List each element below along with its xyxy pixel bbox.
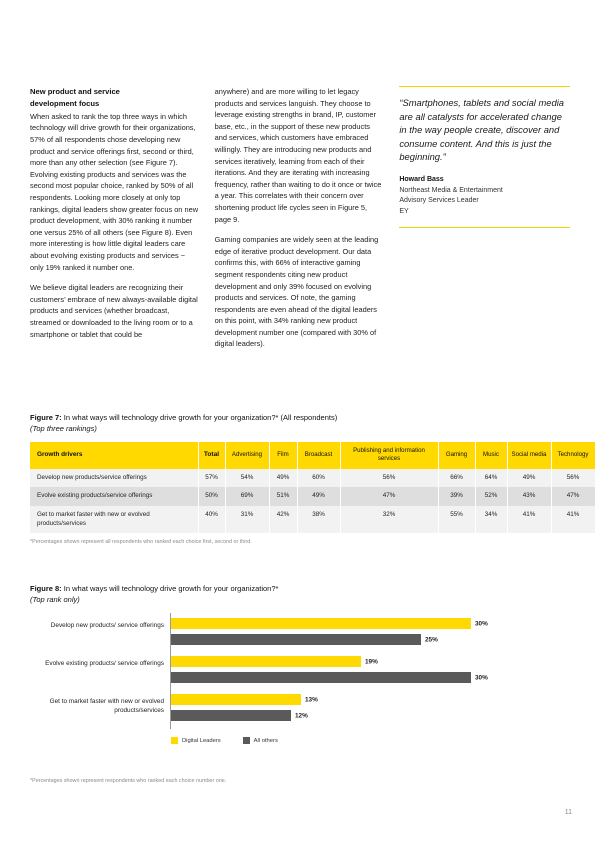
paragraph: We believe digital leaders are recognizing their customers’ embrace of new always-available digital products and services (whether broadcast, streamed or downloaded to the living room or to a smartphone or tablet that could be <box>30 283 198 339</box>
bar-fill <box>171 710 291 721</box>
article-column-1 <box>30 86 199 359</box>
cell: 38% <box>297 506 340 533</box>
row-label: Develop new products/service offerings <box>30 469 198 488</box>
bar-group <box>30 617 570 651</box>
bar-value-label: 30% <box>475 620 488 627</box>
paragraph: When asked to rank the top three ways in which technology will drive growth for their organizations, 57% of all respondents chose developing new product and service offerings first, second or third, more than any other selection (see Figure 7). Evolving existing products and services was the second most popular choice, ranked by 50% of all respondents. Looking more closely at only top rankings, digital leaders show greater focus on new product development, with 30% ranking it number one versus 25% of all others (see Figure 8). Even more interesting is how little digital leaders care about evolving existing products and services − only 19% ranked it number one. <box>30 111 199 272</box>
quote-author-org: EY <box>399 207 409 215</box>
figure-8-title <box>30 583 570 594</box>
column-header-advertising: Advertising <box>225 442 269 469</box>
row-label: Get to market faster with new or evolved products/services <box>30 506 198 533</box>
cell: 69% <box>225 487 269 506</box>
legend-label: All others <box>253 737 278 744</box>
cell: 47% <box>551 487 595 506</box>
cell: 55% <box>438 506 475 533</box>
bar-digital-leaders <box>171 656 378 667</box>
cell: 42% <box>269 506 297 533</box>
row-label: Evolve existing products/service offerings <box>30 487 198 506</box>
cell: 66% <box>438 469 475 488</box>
legend-swatch-icon <box>243 737 250 744</box>
column-header-gaming: Gaming <box>438 442 475 469</box>
chart-legend <box>171 737 278 744</box>
cell: 49% <box>269 469 297 488</box>
cell: 54% <box>225 469 269 488</box>
cell: 50% <box>198 487 225 506</box>
cell: 31% <box>225 506 269 533</box>
figure-7 <box>30 412 589 546</box>
section-heading-line1: New product and service <box>30 87 120 96</box>
pull-quote-text: “Smartphones, tablets and social media are all catalysts for accelerated change in the way people create, discover and consume content. And this is just the beginning.” <box>399 97 565 163</box>
column-header-growth-drivers: Growth drivers <box>30 442 198 469</box>
figure-7-subtitle: (Top three rankings) <box>30 424 97 433</box>
cell: 39% <box>438 487 475 506</box>
figure-8-question: In what ways will technology drive growth for your organization?* <box>61 584 279 593</box>
cell: 40% <box>198 506 225 533</box>
figure-8 <box>30 583 570 784</box>
pull-quote <box>399 86 570 228</box>
figure-8-label: Figure 8: <box>30 584 62 593</box>
bar-fill <box>171 656 361 667</box>
legend-swatch-icon <box>171 737 178 744</box>
bar-value-label: 25% <box>425 636 438 643</box>
quote-author-title-line2: Advisory Services Leader <box>399 197 479 205</box>
cell: 43% <box>507 487 551 506</box>
column-header-social-media: Social media <box>507 442 551 469</box>
cell: 56% <box>551 469 595 488</box>
cell: 64% <box>475 469 507 488</box>
page-number: 11 <box>564 809 572 816</box>
bar-value-label: 13% <box>305 696 318 703</box>
legend-item-all-others <box>243 737 278 744</box>
pull-quote-column <box>399 86 570 359</box>
bar-fill <box>171 634 421 645</box>
paragraph: Gaming companies are widely seen at the leading edge of iterative product development. Our data confirms this, with 66% of interactive gaming segment respondents citing new product development and only 39% focused on evolving products and services. Of note, the gaming respondents are even ahead of the digital leaders on this point, with 34% ranking new product development number one (compared with 30% of digital leaders). <box>214 235 379 349</box>
column-header-publishing: Publishing and information services <box>340 442 438 469</box>
article-columns <box>30 86 570 359</box>
bar-all-others <box>171 710 308 721</box>
table-row <box>30 487 595 506</box>
column-header-total: Total <box>198 442 225 469</box>
figure-7-label: Figure 7: <box>30 413 62 422</box>
cell: 41% <box>507 506 551 533</box>
cell: 56% <box>340 469 438 488</box>
bar-all-others <box>171 634 438 645</box>
paragraph: anywhere) and are more willing to let legacy products and services languish. They choose to leverage existing strengths in brand, IP, customer base, etc., in the support of these new products and services, which customers have embraced willingly. They are introducing new products and services iteratively, learning from each of their iterations. And they are iterating with increasing frequency, rather than waiting to do it once or twice a year. This correlates with their concern over shortening product life cycles seen in Figure 5, page 9. <box>214 87 382 224</box>
cell: 57% <box>198 469 225 488</box>
bar-value-label: 19% <box>365 658 378 665</box>
bar-fill <box>171 618 471 629</box>
cell: 41% <box>551 506 595 533</box>
legend-item-digital-leaders <box>171 737 221 744</box>
table-row <box>30 469 595 488</box>
category-label: Get to market faster with new or evolved products/services <box>49 698 164 715</box>
cell: 32% <box>340 506 438 533</box>
bar-value-label: 30% <box>475 674 488 681</box>
table-header-row <box>30 442 595 469</box>
quote-author-title-line1: Northeast Media & Entertainment <box>399 186 503 194</box>
article-column-2 <box>215 86 384 359</box>
legend-label: Digital Leaders <box>182 737 221 744</box>
cell: 49% <box>507 469 551 488</box>
column-header-technology: Technology <box>551 442 595 469</box>
pull-quote-attribution <box>399 175 570 217</box>
figure-7-footnote: *Percentages shown represent all respondents who ranked each choice first, second or third. <box>30 539 252 546</box>
cell: 52% <box>475 487 507 506</box>
bar-all-others <box>171 672 488 683</box>
cell: 60% <box>297 469 340 488</box>
figure-8-footnote: *Percentages shown represent respondents who ranked each choice number one. <box>30 778 227 784</box>
figure-7-title <box>30 412 570 423</box>
figure-7-question: In what ways will technology drive growth for your organization?* (All respondents) <box>61 413 338 422</box>
category-label: Develop new products/ service offerings <box>50 622 164 629</box>
table-row <box>30 506 595 533</box>
cell: 49% <box>297 487 340 506</box>
category-label: Evolve existing products/ service offerings <box>45 660 164 667</box>
column-header-film: Film <box>269 442 297 469</box>
bar-digital-leaders <box>171 618 488 629</box>
quote-author-name: Howard Bass <box>399 175 444 183</box>
figure-7-table <box>30 442 596 533</box>
bar-fill <box>171 694 301 705</box>
section-heading-line2: development focus <box>30 99 100 109</box>
figure-8-subtitle: (Top rank only) <box>30 595 80 604</box>
column-header-broadcast: Broadcast <box>297 442 340 469</box>
bar-group <box>30 655 570 689</box>
bar-group <box>30 693 570 727</box>
figure-8-chart <box>30 613 570 784</box>
cell: 34% <box>475 506 507 533</box>
cell: 51% <box>269 487 297 506</box>
bar-value-label: 12% <box>295 712 308 719</box>
bar-digital-leaders <box>171 694 318 705</box>
bar-fill <box>171 672 471 683</box>
column-header-music: Music <box>475 442 507 469</box>
cell: 47% <box>340 487 438 506</box>
